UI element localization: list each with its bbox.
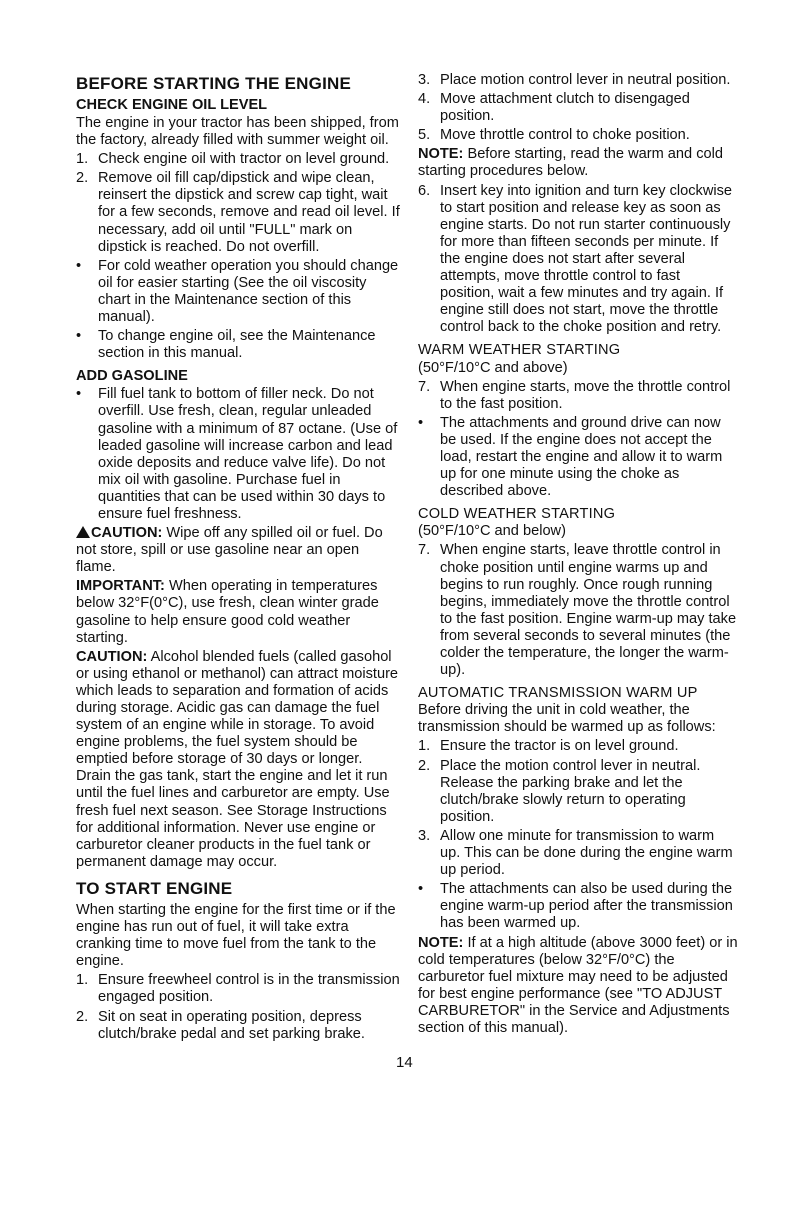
- list-item: • To change engine oil, see the Maintenance section in this manual.: [76, 328, 376, 362]
- alcohol-caution-paragraph: CAUTION: Alcohol blended fuels (called gasohol or using ethanol or methanol) can attract moisture which leads to separation and formation of acids during storage. Acidic gas can damage the fuel system of an engine while in storage. To avoid engine problems, the fuel system should be emptied before storage of 30 days or longer. Drain the gas tank, start the engine and let it run until the fuel lines and carburetor are empty. Use fresh fuel next season. See Storage Instructions for additional information. Never use engine or carburetor cleaner products in the fuel tank or permanent damage may occur.: [76, 648, 399, 870]
- list-item: 2. Remove oil fill cap/dipstick and wipe clean, reinsert the dipstick and screw cap tight, wait for a few seconds, remove and read oil level. If necessary, add oil until "FULL" mark on dipstick is reached. Do not overfill.: [76, 170, 400, 255]
- add-gasoline-heading: ADD GASOLINE: [76, 368, 188, 385]
- warm-weather-range: (50°F/10°C and above): [418, 359, 568, 376]
- list-item: 7. When engine starts, move the throttle control to the fast position.: [418, 378, 731, 412]
- to-start-heading: TO START ENGINE: [76, 878, 233, 898]
- cold-weather-heading: COLD WEATHER STARTING: [418, 506, 616, 523]
- check-oil-heading: CHECK ENGINE OIL LEVEL: [76, 97, 268, 113]
- list-item: • Fill fuel tank to bottom of filler neck. Do not overfill. Use fresh, clean, regular unleaded gasoline with a minimum of 87 octane. (Use of leaded gasoline will increase carbon and lead oxide deposits and reduce valve life). Do not mix oil with gasoline. Purchase fuel in quantities that can be used within 30 days to ensure fuel freshness.: [76, 386, 398, 522]
- list-item: 2. Place the motion control lever in neutral. Release the parking brake and let the clutch/brake slowly return to operating position.: [418, 757, 701, 825]
- list-item: 3. Place motion control lever in neutral position.: [418, 72, 731, 88]
- to-start-intro: When starting the engine for the first time or if the engine has run out of fuel, it will take extra cranking time to move fuel from the tank to the engine.: [76, 901, 396, 970]
- before-starting-heading: BEFORE STARTING THE ENGINE: [76, 74, 352, 93]
- list-item: 1. Ensure freewheel control is in the transmission engaged position.: [76, 972, 400, 1006]
- auto-transmission-intro: Before driving the unit in cold weather, the transmission should be warmed up as follows:: [418, 702, 716, 736]
- auto-transmission-heading: AUTOMATIC TRANSMISSION WARM UP: [418, 685, 698, 702]
- check-oil-steps: [76, 151, 400, 362]
- warm-weather-heading: WARM WEATHER STARTING: [418, 342, 621, 359]
- warning-triangle-icon: [76, 526, 90, 538]
- list-item: 3. Allow one minute for transmission to warm up. This can be done during the engine warm up period.: [418, 827, 733, 879]
- list-item: 4. Move attachment clutch to disengaged position.: [418, 91, 690, 125]
- check-oil-intro: The engine in your tractor has been shipped, from the factory, already filled with summer weight oil.: [76, 115, 399, 149]
- right-column: [418, 72, 738, 1039]
- list-item: 1. Ensure the tractor is on level ground.: [418, 738, 679, 755]
- list-item: 7. When engine starts, leave throttle control in choke position until engine warms up and begins to run roughly. Once rough running begins, immediately move the throttle control to the fast position. Engine warm-up may take from several seconds to several minutes (the colder the temperature, the longer the warm-up).: [418, 542, 737, 679]
- note-paragraph: NOTE: Before starting, read the warm and cold starting procedures below.: [418, 146, 723, 180]
- list-item: 2. Sit on seat in operating position, depress clutch/brake pedal and set parking brake.: [76, 1008, 365, 1042]
- cold-weather-range: (50°F/10°C and below): [418, 523, 566, 540]
- page-number: 14: [396, 1054, 413, 1071]
- list-item: • The attachments can also be used during the engine warm-up period after the transmission has been warmed up.: [418, 881, 733, 932]
- left-column: [76, 72, 400, 1045]
- list-item: 5. Move throttle control to choke position.: [418, 127, 690, 144]
- caution-paragraph: CAUTION: Wipe off any spilled oil or fuel. Do not store, spill or use gasoline near an open flame.: [76, 525, 383, 576]
- important-paragraph: IMPORTANT: When operating in temperatures below 32°F(0°C), use fresh, clean winter grade gasoline to help ensure good cold weather starting.: [76, 578, 379, 646]
- altitude-note-paragraph: NOTE: If at a high altitude (above 3000 feet) or in cold temperatures (below 32°F/0°C) the carburetor fuel mixture may need to be adjusted for best engine performance (see "TO ADJUST CARBURETOR" in the Service and Adjustments section of this manual).: [418, 934, 738, 1036]
- list-item: • The attachments and ground drive can now be used. If the engine does not accept the load, restart the engine and allow it to warm up for one minute using the choke as described above.: [418, 414, 723, 500]
- list-item: 1. Check engine oil with tractor on level ground.: [76, 151, 390, 168]
- list-item: 6. Insert key into ignition and turn key clockwise to start position and release key as soon as engine starts. Do not run starter continuously for more than fifteen seconds per minute. If the engine does not start after several attempts, move throttle control to fast position, wait a few minutes and try again. If engine still does not start, move the throttle control back to the choke position and retry.: [418, 182, 733, 336]
- list-item: • For cold weather operation you should change oil for easier starting (See the oil viscosity chart in the Maintenance section of this manual).: [76, 257, 399, 326]
